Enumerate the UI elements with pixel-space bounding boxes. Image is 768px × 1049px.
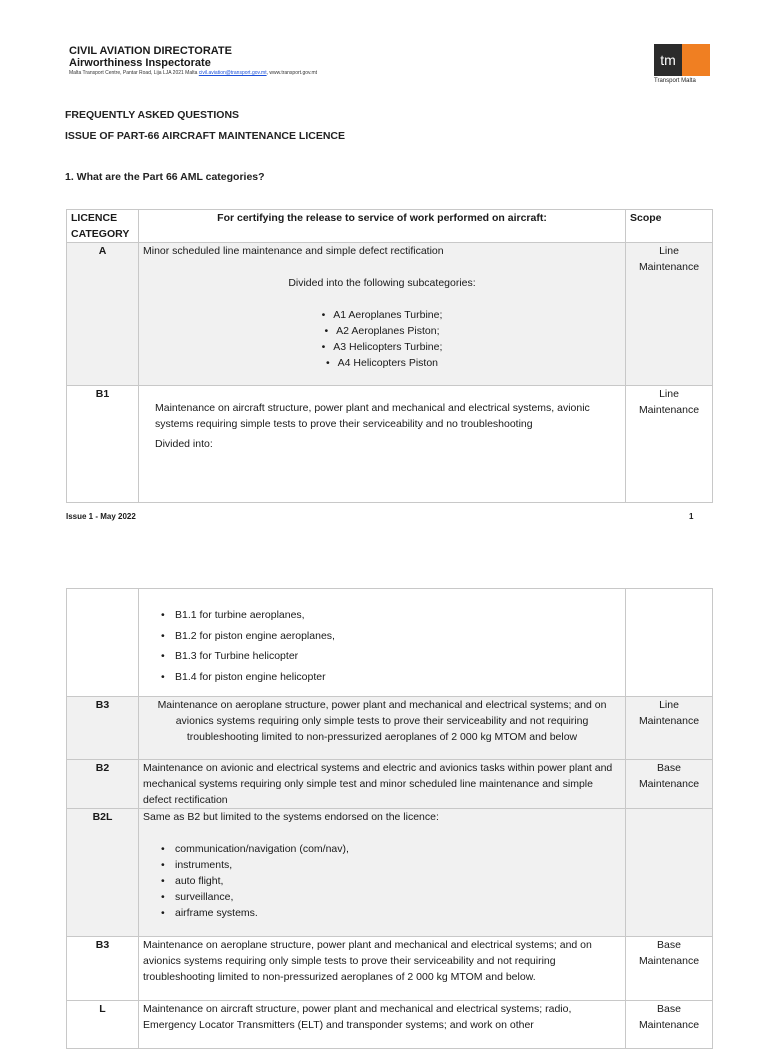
list-item: • B1.2 for piston engine aeroplanes, [161,629,335,642]
row-b2l-description [139,809,626,937]
question-1: 1. What are the Part 66 AML categories? [65,171,265,183]
address-text: Malta Transport Centre, Pantar Road, Lija LJA 2021 Malta [69,70,198,76]
row-b2-scope: Base Maintenance [626,760,713,809]
row-b2l-category: B2L [67,809,139,937]
org-name: CIVIL AVIATION DIRECTORATE [69,45,232,57]
faq-subtitle: ISSUE OF PART-66 AIRCRAFT MAINTENANCE LICENCE [65,130,346,142]
row-b2-description: Maintenance on avionic and electrical systems and electric and avionics tasks within power plant and mechanical systems requiring only simple test and minor scheduled line maintenance and simple defect rectification [139,760,626,809]
row-b3b-description: Maintenance on aeroplane structure, power plant and mechanical and electrical systems; and on avionics systems requiring only simple tests to prove their serviceability and not requiring troubleshooting limited to non-pressurized aeroplanes of 2 000 kg MTOM and below. [139,937,626,1001]
faq-title: FREQUENTLY ASKED QUESTIONS [65,109,240,121]
row-b1-description [139,386,626,503]
licence-table-part2 [66,588,713,1049]
list-item: • airframe systems. [161,907,258,919]
row-a-desc-text: Minor scheduled line maintenance and simple defect rectification [143,245,444,257]
email-link[interactable]: civil.aviation@transport.gov.mt [198,70,267,76]
header-licence-category: LICENCE CATEGORY [67,210,139,243]
row-a-subcategories [143,307,621,371]
logo-accent [682,44,710,76]
list-item: • instruments, [161,859,233,871]
row-b1-divided: Divided into: [155,438,213,450]
row-a-description [139,243,626,386]
website-text: , www.transport.gov.mt [266,70,318,76]
list-item: • communication/navigation (com/nav), [161,843,349,855]
list-item: • surveillance, [161,891,234,903]
row-l-description: Maintenance on aircraft structure, power plant and mechanical and electrical systems; radio, Emergency Locator Transmitters (ELT) and transponder systems; and work on other [139,1001,626,1049]
row-b3-category: B3 [67,697,139,760]
row-b2-category: B2 [67,760,139,809]
logo-mark: tm [654,44,682,76]
row-b2l-desc-text: Same as B2 but limited to the systems endorsed on the licence: [143,811,439,823]
list-item: • B1.3 for Turbine helicopter [161,650,299,662]
row-l-category: L [67,1001,139,1049]
row-b3-description: Maintenance on aeroplane structure, power plant and mechanical and electrical systems; and on avionics systems requiring only simple tests to prove their serviceability and not requiring troubleshooting limited to non-pressurized aeroplanes of 2 000 kg MTOM and below [139,697,626,760]
row-l-scope: Base Maintenance [626,1001,713,1049]
row-b1-cont-scope [626,589,713,697]
row-b2l-scope [626,809,713,937]
list-item: • A2 Aeroplanes Piston; [324,325,440,337]
row-a-scope: Line Maintenance [626,243,713,386]
row-b1-scope: Line Maintenance [626,386,713,503]
list-item: • B1.1 for turbine aeroplanes, [161,609,305,621]
header-certifying: For certifying the release to service of work performed on aircraft: [139,210,626,243]
transport-malta-logo [654,44,710,76]
row-b3b-category: B3 [67,937,139,1001]
list-item: • A3 Helicopters Turbine; [321,341,443,353]
list-item: • auto flight, [161,875,224,887]
list-item: • A4 Helicopters Piston [325,357,439,369]
row-b1-subcategories [139,589,626,697]
footer-issue: Issue 1 - May 2022 [66,512,136,521]
org-division: Airworthiness Inspectorate [69,57,211,69]
header-scope: Scope [626,210,713,243]
org-address [69,70,317,76]
row-a-category: A [67,243,139,386]
row-b1-cont-category [67,589,139,697]
row-b1-desc-text: Maintenance on aircraft structure, power plant and mechanical and electrical systems, avionic systems requiring simple tests to prove their serviceability and no troubleshooting [155,402,590,430]
row-b3-scope: Line Maintenance [626,697,713,760]
logo-caption: Transport Malta [654,78,696,84]
licence-table-part1 [66,209,713,503]
list-item: • A1 Aeroplanes Turbine; [321,309,443,321]
row-b3b-scope: Base Maintenance [626,937,713,1001]
document-page-2 [0,540,768,1031]
row-a-divided: Divided into the following subcategories: [288,277,476,289]
footer-page-number: 1 [689,512,694,521]
row-b1-category: B1 [67,386,139,503]
list-item: • B1.4 for piston engine helicopter [161,670,326,683]
